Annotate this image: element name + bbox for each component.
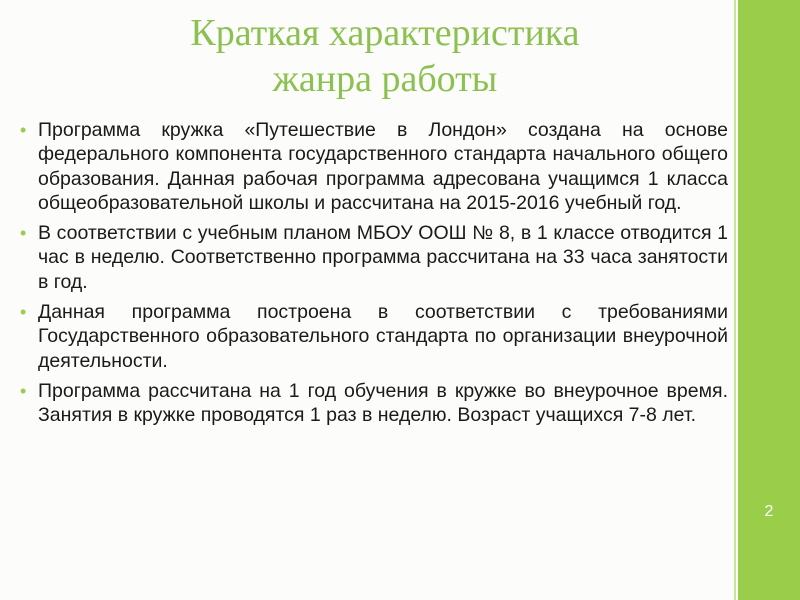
slide-title-line-2: жанра работы <box>272 58 498 100</box>
list-item-text: Программа кружка «Путешествие в Лондон» создана на основе федерального компонента государственного стандарта начального общего образования. Данная рабочая программа адресована учащимся 1 класса общеобразовательной школы и рассчитана на 2015-2016 учебный год. <box>38 119 728 214</box>
side-bar-divider <box>734 0 736 600</box>
list-item <box>20 118 728 215</box>
bullet-icon: • <box>20 380 27 401</box>
list-item-text: Программа рассчитана на 1 год обучения в кружке во внеурочное время. Занятия в кружке проводятся 1 раз в неделю. Возраст учащихся 7-8 лет. <box>38 379 728 427</box>
list-item <box>20 300 728 373</box>
bullet-icon: • <box>20 120 27 140</box>
list-item <box>20 221 728 294</box>
list-item <box>20 379 728 428</box>
list-item-text: Данная программа построена в соответствии с требованиями Государственного образовательного стандарта по организации внеурочной деятельности. <box>38 301 728 372</box>
slide-title <box>40 10 730 102</box>
list-item-text: В соответствии с учебным планом МБОУ ООШ № 8, в 1 классе отводится 1 час в неделю. Соответственно программа рассчитана на 33 часа занятости в год. <box>38 222 728 293</box>
content-list <box>20 118 728 434</box>
slide-title-line-1: Краткая характеристика <box>190 12 580 54</box>
slide-number: 2 <box>764 503 774 520</box>
bullet-icon: • <box>20 302 27 323</box>
bullet-icon: • <box>20 223 27 244</box>
